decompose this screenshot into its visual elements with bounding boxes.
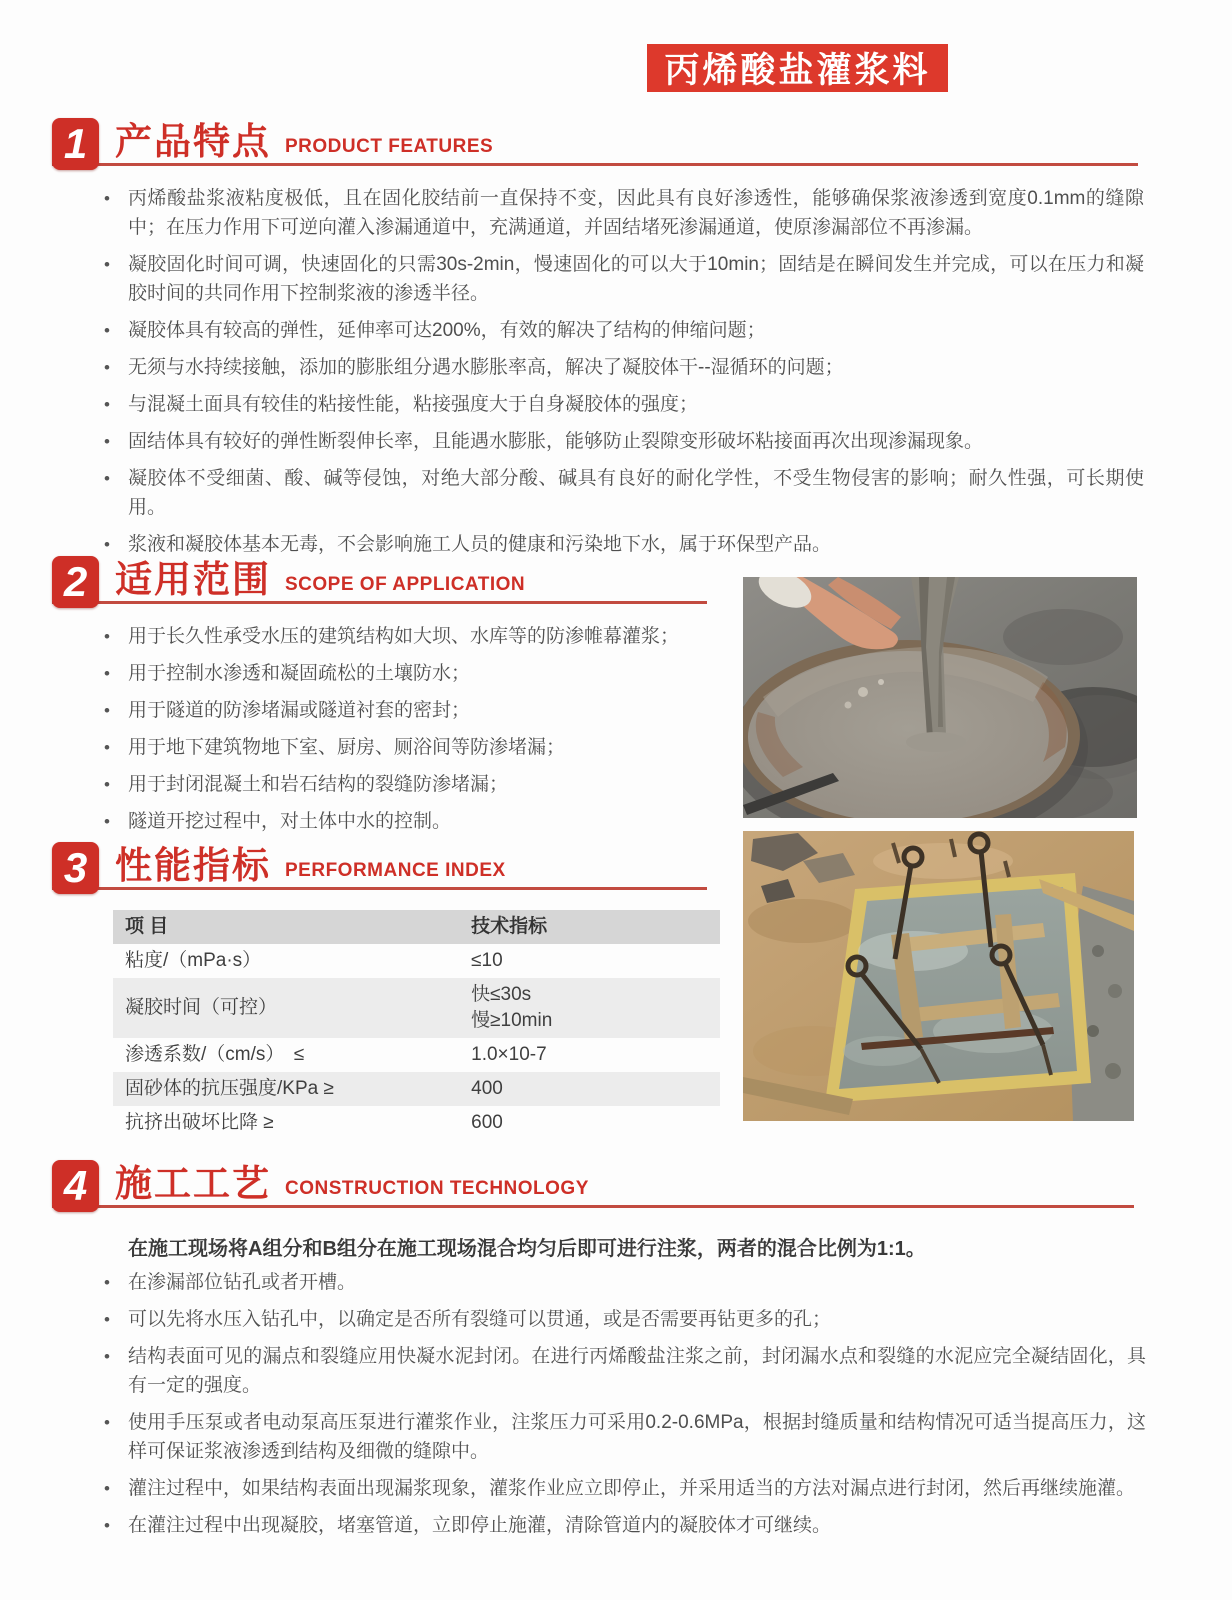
bullet-item: • 浆液和凝胶体基本无毒，不会影响施工人员的健康和污染地下水，属于环保型产品。 <box>98 530 1144 559</box>
performance-table <box>113 910 720 1140</box>
bullet-item: • 隧道开挖过程中，对土体中水的控制。 <box>98 807 720 836</box>
spec-label: 凝胶时间（可控） <box>113 978 459 1038</box>
bullet-item: • 用于控制水渗透和凝固疏松的土壤防水； <box>98 659 720 688</box>
table-header-row <box>113 910 720 944</box>
section-3-title: 性能指标 <box>115 845 271 886</box>
section-4-header <box>52 1160 1134 1208</box>
section-1-title: 产品特点 <box>115 121 271 162</box>
bullet-item: • 丙烯酸盐浆液粘度极低，且在固化胶结前一直保持不变，因此具有良好渗透性，能够确保浆液渗透到宽度0.1mm的缝隙中；在压力作用下可逆向灌入渗漏通道中，充满通道，并固结堵死渗漏通道，使原渗漏部位不再渗漏。 <box>98 184 1144 242</box>
bullet-item: • 结构表面可见的漏点和裂缝应用快凝水泥封闭。在进行丙烯酸盐注浆之前，封闭漏水点和裂缝的水泥应完全凝结固化，具有一定的强度。 <box>98 1342 1146 1400</box>
section-1-number-badge: 1 <box>52 118 99 170</box>
bullet-item: • 用于长久性承受水压的建筑结构如大坝、水库等的防渗帷幕灌浆； <box>98 622 720 651</box>
bullet-item: • 凝胶体不受细菌、酸、碱等侵蚀，对绝大部分酸、碱具有良好的耐化学性，不受生物侵害的影响；耐久性强，可长期使用。 <box>98 464 1144 522</box>
table-row <box>113 1072 720 1106</box>
spec-value-line: 慢≥10min <box>471 1010 553 1031</box>
product-title-banner: 丙烯酸盐灌浆料 <box>647 44 948 92</box>
section-2-bullet-list <box>98 622 720 844</box>
table-row <box>113 978 720 1038</box>
bullet-item: • 固结体具有较好的弹性断裂伸长率，且能遇水膨胀，能够防止裂隙变形破坏粘接面再次出现渗漏现象。 <box>98 427 1144 456</box>
bullet-item: • 在灌注过程中出现凝胶，堵塞管道，立即停止施灌，清除管道内的凝胶体才可继续。 <box>98 1511 1146 1540</box>
formwork-grouting-photo <box>743 831 1134 1121</box>
section-3-header <box>52 842 707 890</box>
section-3-subtitle: PERFORMANCE INDEX <box>285 860 506 881</box>
bullet-item: • 在渗漏部位钻孔或者开槽。 <box>98 1268 1146 1297</box>
spec-label: 粘度/（mPa·s） <box>125 950 262 971</box>
table-row <box>113 944 720 978</box>
table-header-value: 技术指标 <box>459 910 720 944</box>
bullet-item: • 可以先将水压入钻孔中，以确定是否所有裂缝可以贯通，或是否需要再钻更多的孔； <box>98 1305 1146 1334</box>
section-1-subtitle: PRODUCT FEATURES <box>285 136 494 157</box>
bullet-item: • 与混凝土面具有较佳的粘接性能，粘接强度大于自身凝胶体的强度； <box>98 390 1144 419</box>
spec-label: 渗透系数/（cm/s） ≤ <box>125 1044 305 1065</box>
section-1-bullet-list <box>98 184 1144 567</box>
section-2-subtitle: SCOPE OF APPLICATION <box>285 574 526 595</box>
bullet-item: • 凝胶固化时间可调，快速固化的只需30s-2min，慢速固化的可以大于10min；固结是在瞬间发生并完成，可以在压力和凝胶时间的共同作用下控制浆液的渗透半径。 <box>98 250 1144 308</box>
bullet-item: • 凝胶体具有较高的弹性，延伸率可达200%，有效的解决了结构的伸缩问题； <box>98 316 1144 345</box>
mixing-ratio-note: 在施工现场将A组分和B组分在施工现场混合均匀后即可进行注浆，两者的混合比例为1:1。 <box>128 1238 926 1260</box>
bullet-item: • 无须与水持续接触，添加的膨胀组分遇水膨胀率高，解决了凝胶体干--湿循环的问题； <box>98 353 1144 382</box>
spec-value <box>459 978 720 1038</box>
spec-value: 600 <box>471 1112 503 1133</box>
spec-label: 抗挤出破坏比降 ≥ <box>125 1112 274 1133</box>
section-2-title: 适用范围 <box>115 559 271 600</box>
bullet-item: • 使用手压泵或者电动泵高压泵进行灌浆作业，注浆压力可采用0.2-0.6MPa，根据封缝质量和结构情况可适当提高压力，这样可保证浆液渗透到结构及细微的缝隙中。 <box>98 1408 1146 1466</box>
section-2-header <box>52 556 707 604</box>
bullet-item: • 用于封闭混凝土和岩石结构的裂缝防渗堵漏； <box>98 770 720 799</box>
spec-value: 400 <box>459 1072 720 1106</box>
section-3-number-badge: 3 <box>52 842 99 894</box>
bullet-item: • 灌注过程中，如果结构表面出现漏浆现象，灌浆作业应立即停止，并采用适当的方法对漏点进行封闭，然后再继续施灌。 <box>98 1474 1146 1503</box>
section-4-bullet-list <box>98 1268 1146 1548</box>
section-4-subtitle: CONSTRUCTION TECHNOLOGY <box>285 1178 589 1199</box>
section-4-title: 施工工艺 <box>115 1163 271 1204</box>
table-row <box>113 1106 720 1140</box>
bullet-item: • 用于隧道的防渗堵漏或隧道衬套的密封； <box>98 696 720 725</box>
bullet-item: • 用于地下建筑物地下室、厨房、厕浴间等防渗堵漏； <box>98 733 720 762</box>
table-row <box>113 1038 720 1072</box>
section-1-header <box>52 118 1138 166</box>
section-4-number-badge: 4 <box>52 1160 99 1212</box>
spec-value: 1.0×10-7 <box>471 1044 547 1065</box>
section-2-number-badge: 2 <box>52 556 99 608</box>
table-header-item: 项 目 <box>113 910 459 944</box>
spec-value: ≤10 <box>471 950 503 971</box>
grout-mixing-photo <box>743 577 1137 818</box>
spec-value-line: 快≤30s <box>471 984 532 1005</box>
spec-label: 固砂体的抗压强度/KPa ≥ <box>113 1072 459 1106</box>
